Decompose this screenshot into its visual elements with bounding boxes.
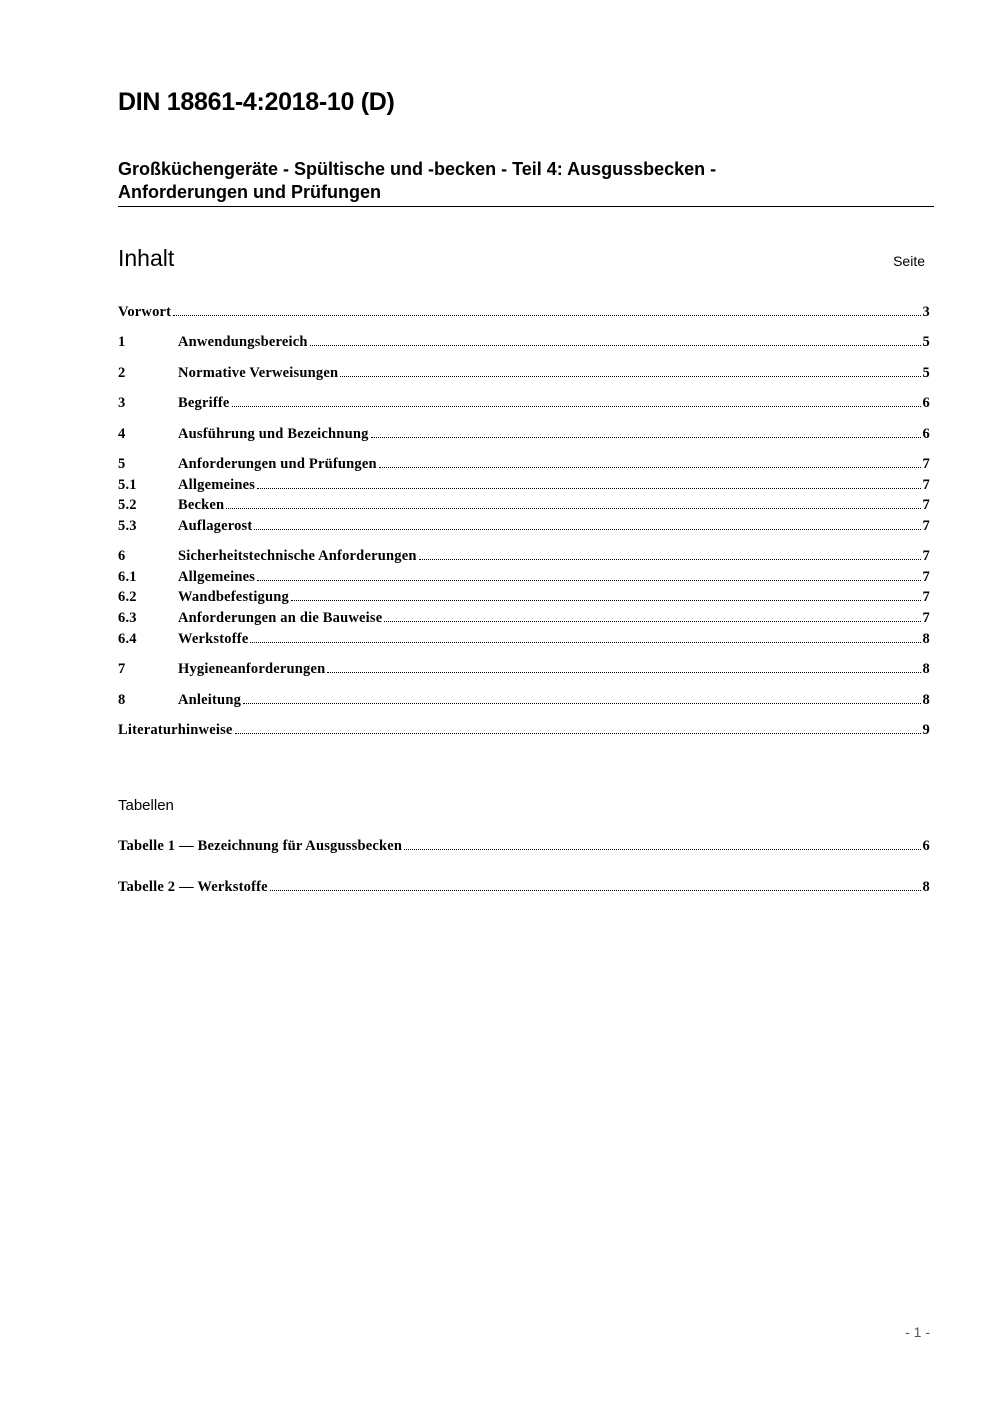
toc-entry[interactable] (118, 690, 930, 710)
toc-entry[interactable] (118, 393, 930, 413)
dot-leader (340, 376, 920, 377)
toc-entry[interactable] (118, 454, 930, 474)
toc-entry-title: Sicherheitstechnische Anforderungen (178, 548, 417, 564)
dot-leader (310, 345, 921, 346)
document-subtitle (118, 158, 934, 204)
toc-entry-title: Anforderungen an die Bauweise (178, 610, 383, 626)
dot-leader (173, 315, 920, 316)
toc-entry-number: 6.2 (118, 589, 137, 605)
toc-entry[interactable] (118, 516, 930, 536)
toc-entry-page: 7 (922, 610, 930, 626)
table-entry-page: 6 (922, 838, 930, 854)
toc-entry-page: 3 (922, 304, 930, 320)
toc-entry-title: Vorwort (118, 304, 172, 320)
toc-entry-title: Wandbefestigung (178, 589, 289, 605)
toc-entry-title: Hygieneanforderungen (178, 661, 326, 677)
toc-entry-number: 5 (118, 456, 126, 472)
dot-leader (254, 529, 920, 530)
toc-entry-page: 7 (922, 477, 930, 493)
header-rule (118, 206, 934, 207)
toc-entry[interactable] (118, 424, 930, 444)
toc-entry[interactable] (118, 363, 930, 383)
page-column-label: Seite (893, 253, 925, 269)
toc-entry-number: 6 (118, 548, 126, 564)
dot-leader (270, 890, 921, 891)
dot-leader (379, 467, 921, 468)
dot-leader (235, 733, 921, 734)
toc-entry[interactable] (118, 659, 930, 679)
toc-entry-number: 5.1 (118, 477, 137, 493)
dot-leader (226, 508, 920, 509)
toc-entry-page: 5 (922, 365, 930, 381)
toc-entry-number: 1 (118, 334, 126, 350)
toc-entry-title: Auflagerost (178, 518, 253, 534)
tables-heading: Tabellen (118, 797, 174, 814)
dot-leader (384, 621, 920, 622)
toc-entry[interactable] (118, 495, 930, 515)
dot-leader (250, 642, 920, 643)
toc-entry[interactable] (118, 587, 930, 607)
toc-entry-page: 8 (922, 631, 930, 647)
dot-leader (243, 703, 921, 704)
toc-entry-number: 3 (118, 395, 126, 411)
toc-entry-page: 5 (922, 334, 930, 350)
dot-leader (404, 849, 920, 850)
toc-entry[interactable] (118, 302, 930, 322)
toc-entry-title: Becken (178, 497, 225, 513)
toc-entry-title: Literaturhinweise (118, 722, 233, 738)
toc-entry-title: Anwendungsbereich (178, 334, 308, 350)
table-entry-page: 8 (922, 879, 930, 895)
toc-entry-title: Werkstoffe (178, 631, 249, 647)
toc-entry-title: Ausführung und Bezeichnung (178, 426, 369, 442)
table-list-entry[interactable] (118, 836, 930, 856)
dot-leader (257, 580, 920, 581)
subtitle-line: Anforderungen und Prüfungen (118, 182, 381, 202)
toc-entry-title: Normative Verweisungen (178, 365, 339, 381)
toc-heading: Inhalt (118, 245, 175, 271)
toc-entry-page: 7 (922, 548, 930, 564)
toc-entry[interactable] (118, 629, 930, 649)
toc-entry[interactable] (118, 475, 930, 495)
dot-leader (257, 488, 920, 489)
toc-entry-number: 5.3 (118, 518, 137, 534)
toc-entry[interactable] (118, 720, 930, 740)
toc-entry-page: 7 (922, 569, 930, 585)
toc-entry-title: Anforderungen und Prüfungen (178, 456, 377, 472)
table-entry-title: Tabelle 2 — Werkstoffe (118, 879, 268, 895)
toc-entry-number: 6.1 (118, 569, 137, 585)
toc-entry-page: 7 (922, 589, 930, 605)
dot-leader (291, 600, 921, 601)
toc-entry-number: 4 (118, 426, 126, 442)
page-number: - 1 - (905, 1324, 930, 1340)
toc-entry-title: Begriffe (178, 395, 230, 411)
toc-entry-title: Anleitung (178, 692, 242, 708)
toc-entry-page: 7 (922, 456, 930, 472)
toc-entry-page: 7 (922, 518, 930, 534)
toc-entry-number: 8 (118, 692, 126, 708)
toc-entry[interactable] (118, 332, 930, 352)
toc-entry[interactable] (118, 608, 930, 628)
toc-entry-number: 5.2 (118, 497, 137, 513)
subtitle-line: Großküchengeräte - Spültische und -becken - Teil 4: Ausgussbecken - (118, 159, 717, 179)
dot-leader (327, 672, 920, 673)
table-entry-title: Tabelle 1 — Bezeichnung für Ausgussbecken (118, 838, 403, 854)
table-list-entry[interactable] (118, 877, 930, 897)
toc-entry-title: Allgemeines (178, 569, 256, 585)
toc-entry[interactable] (118, 567, 930, 587)
toc-entry-page: 9 (922, 722, 930, 738)
toc-entry[interactable] (118, 546, 930, 566)
toc-entry-number: 6.4 (118, 631, 137, 647)
toc-entry-page: 8 (922, 692, 930, 708)
toc-entry-page: 6 (922, 395, 930, 411)
dot-leader (419, 559, 921, 560)
toc-entry-page: 7 (922, 497, 930, 513)
dot-leader (371, 437, 921, 438)
toc-entry-page: 8 (922, 661, 930, 677)
toc-entry-title: Allgemeines (178, 477, 256, 493)
toc-entry-number: 2 (118, 365, 126, 381)
document-id: DIN 18861-4:2018-10 (D) (118, 88, 395, 116)
dot-leader (232, 406, 921, 407)
toc-entry-number: 6.3 (118, 610, 137, 626)
toc-entry-number: 7 (118, 661, 126, 677)
toc-entry-page: 6 (922, 426, 930, 442)
